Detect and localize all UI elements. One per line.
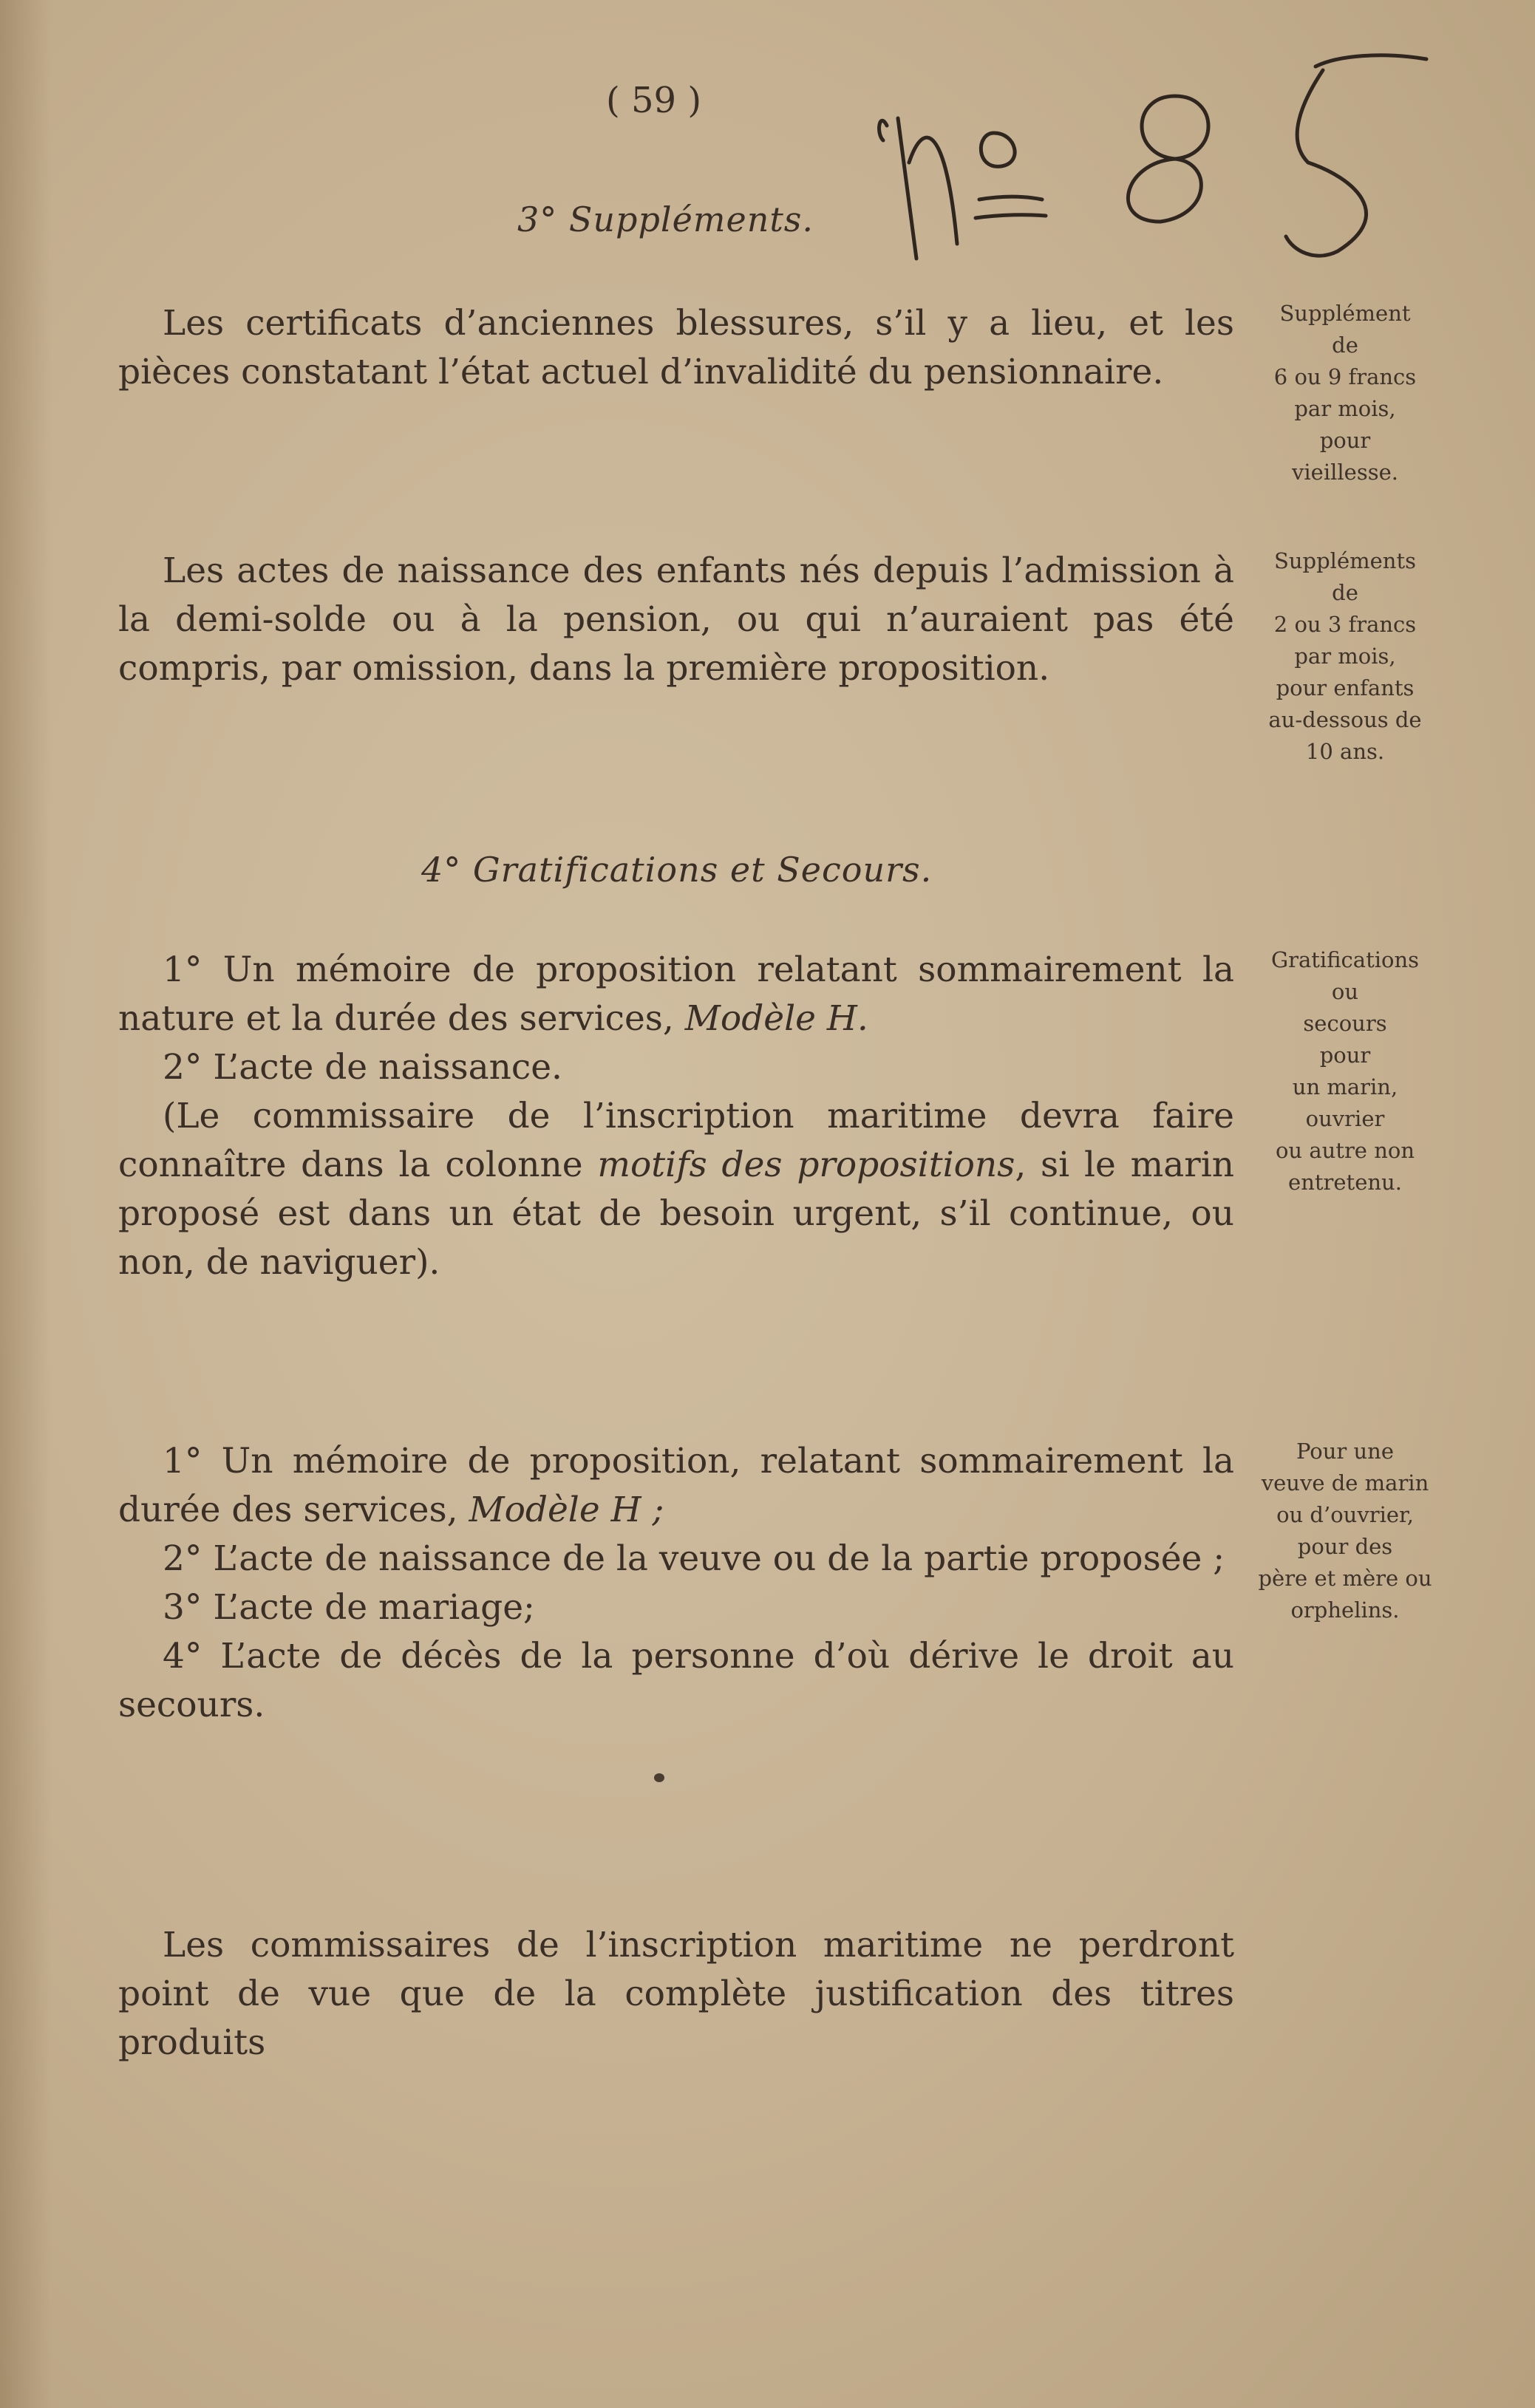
item-text: 1° Un mémoire de proposition, relatant sommairement la durée des services,: [118, 1441, 1234, 1530]
paragraph-text: Les certificats d’anciennes blessures, s’il y a lieu, et les pièces constatant l’état actuel d’invalidité du pensionnaire.: [118, 303, 1234, 392]
item-note: [118, 1092, 1234, 1287]
margin-note-supplement-vieillesse: [1249, 298, 1441, 488]
margin-line: par mois,: [1294, 644, 1396, 669]
supplements-paragraph-1: [118, 299, 1234, 397]
margin-line: Supplément: [1279, 301, 1411, 326]
margin-line: au-dessous de: [1268, 707, 1422, 732]
margin-line: ou: [1331, 979, 1359, 1004]
item-2: 2° L’acte de naissance de la veuve ou de la partie proposée ;: [163, 1538, 1225, 1579]
margin-note-gratifications: [1249, 944, 1441, 1198]
margin-line: secours: [1303, 1011, 1387, 1036]
page-fold-shadow: [0, 0, 52, 2408]
item-2: 2° L’acte de naissance.: [163, 1047, 562, 1088]
margin-line: Pour une: [1296, 1439, 1395, 1464]
item-4: 4° L’acte de décès de la personne d’où dérive le droit au secours.: [118, 1636, 1234, 1725]
margin-line: orphelins.: [1290, 1597, 1400, 1623]
closing-paragraph: [118, 1921, 1234, 2067]
item-1: [118, 1437, 1234, 1535]
paragraph-text: Les actes de naissance des enfants nés depuis l’admission à la demi-solde ou à la pension, ou qui n’auraient pas été compris, par omission, dans la première proposition.: [118, 550, 1234, 689]
margin-line: pour: [1319, 428, 1371, 453]
margin-note-widows: [1249, 1436, 1441, 1626]
margin-note-supplement-enfants: [1249, 545, 1441, 768]
supplements-paragraph-2: [118, 547, 1234, 693]
margin-line: Gratifications: [1270, 947, 1420, 972]
section-heading-gratifications: 4° Gratifications et Secours.: [421, 850, 933, 890]
margin-line: un marin,: [1292, 1074, 1398, 1099]
margin-line: pour enfants: [1276, 675, 1415, 700]
margin-line: de: [1332, 332, 1358, 358]
item-text: , si le marin proposé est dans un état de besoin urgent, s’il continue, ou non, de naviguer).: [118, 1145, 1235, 1283]
gratifications-items: [118, 946, 1234, 1287]
model-reference: Modèle H.: [684, 998, 868, 1039]
widow-items: [118, 1437, 1234, 1730]
margin-line: pour: [1319, 1043, 1371, 1068]
section-heading-supplements: 3° Suppléments.: [517, 199, 814, 239]
margin-line: Suppléments: [1274, 548, 1416, 573]
margin-line: entretenu.: [1288, 1170, 1402, 1195]
margin-line: 10 ans.: [1305, 739, 1385, 764]
margin-line: vieillesse.: [1292, 460, 1398, 485]
model-reference: Modèle H ;: [469, 1490, 664, 1530]
item-3: 3° L’acte de mariage;: [163, 1587, 535, 1628]
margin-line: 6 ou 9 francs: [1273, 364, 1417, 389]
column-reference: motifs des propositions: [597, 1145, 1015, 1185]
margin-line: veuve de marin: [1261, 1470, 1429, 1495]
handwritten-n85-icon: [865, 52, 1441, 273]
paragraph-text: Les commissaires de l’inscription maritime ne perdront point de vue que de la complète justification des titres produits: [118, 1925, 1234, 2063]
margin-line: ouvrier: [1305, 1106, 1385, 1131]
item-text: 1° Un mémoire de proposition relatant sommairement la nature et la durée des services,: [118, 949, 1234, 1039]
margin-line: ou autre non: [1275, 1138, 1415, 1163]
page-number: ( 59 ): [606, 80, 702, 121]
ink-spot: [654, 1773, 664, 1782]
margin-line: de: [1332, 580, 1358, 605]
handwritten-annotation: [865, 52, 1441, 273]
item-text: (Le commissaire de l’inscription maritime devra faire connaître dans la colonne: [118, 1096, 1234, 1185]
margin-line: père et mère ou: [1258, 1566, 1432, 1591]
margin-line: par mois,: [1294, 396, 1396, 421]
margin-line: 2 ou 3 francs: [1273, 612, 1417, 637]
margin-line: pour des: [1297, 1534, 1393, 1559]
margin-line: ou d’ouvrier,: [1276, 1502, 1414, 1527]
item-1: [118, 946, 1234, 1043]
